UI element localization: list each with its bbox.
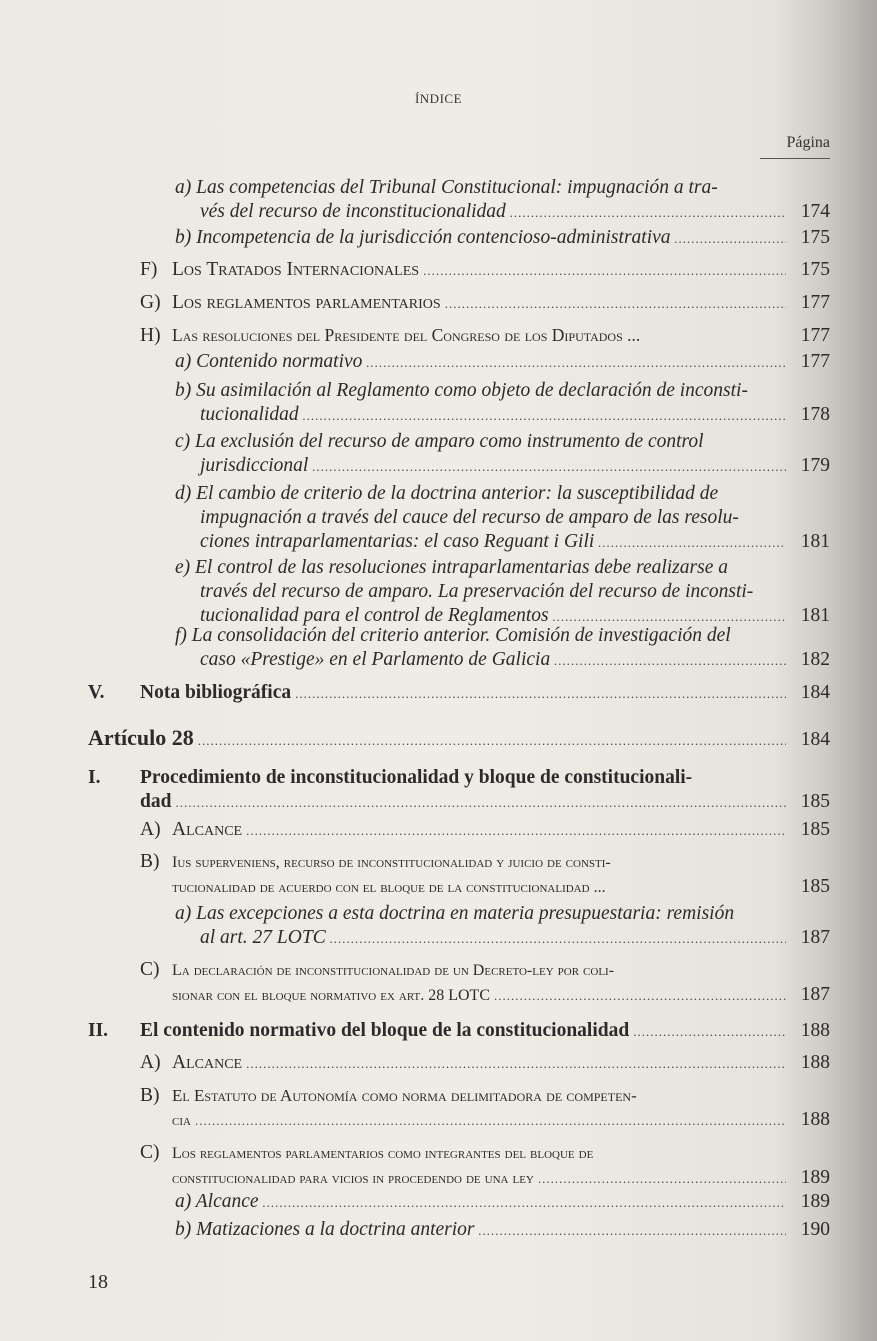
leader-dots — [263, 1191, 786, 1215]
page-number: 185 — [800, 819, 830, 840]
leader-dots — [175, 791, 786, 815]
toc-article[interactable]: Artículo 28 ..... 184 — [88, 726, 830, 753]
leader-dots — [295, 682, 786, 706]
toc-entry[interactable]: H) Las resoluciones del Presidente del Congreso de los Diputados ... 177 — [140, 325, 830, 346]
page-number: 188 — [800, 1052, 830, 1073]
toc-entry[interactable]: B) Ius superveniens, recurso de inconstitucionalidad y juicio de consti- tucionalidad de acuerdo con el bloque de la constitucionalidad ... 185 — [140, 851, 830, 897]
page-number: 188 — [800, 1109, 830, 1130]
leader-dots — [445, 292, 786, 316]
toc-entry[interactable]: C) Los reglamentos parlamentarios como integrantes del bloque de constitucionalidad para vicios in procedendo de una ley ..... 189 — [140, 1141, 830, 1191]
leader-dots — [510, 201, 786, 225]
leader-dots — [598, 531, 786, 555]
page-number: 175 — [800, 259, 830, 280]
page-number: 177 — [800, 351, 830, 372]
toc-entry[interactable]: b) Su asimilación al Reglamento como objeto de declaración de inconsti- tucionalidad ..... 178 — [175, 379, 830, 428]
toc-entry[interactable]: c) La exclusión del recurso de amparo como instrumento de control jurisdiccional ..... 179 — [175, 430, 830, 479]
leader-dots — [330, 927, 786, 951]
toc-section[interactable]: V. Nota bibliográfica ..... 184 — [88, 681, 830, 706]
leader-dots — [633, 1020, 786, 1044]
page-number: 177 — [800, 325, 830, 346]
page-number: 174 — [800, 201, 830, 222]
leader-dots — [246, 819, 786, 843]
toc-entry[interactable]: d) El cambio de criterio de la doctrina anterior: la susceptibilidad de impugnación a través del cauce del recurso de amparo de las resolu- ciones intraparlamentarias: el caso Reguant i Gili ..... 181 — [175, 482, 830, 555]
toc-section[interactable]: II. El contenido normativo del bloque de la constitucionalidad ..... 188 — [88, 1019, 830, 1044]
page-number: 189 — [800, 1167, 830, 1188]
leader-dots — [554, 649, 786, 673]
toc-entry[interactable]: G) Los reglamentos parlamentarios ..... 177 — [140, 291, 830, 316]
page-number-footer: 18 — [88, 1271, 108, 1293]
page-column-label: Página — [760, 134, 830, 159]
toc-entry[interactable]: a) Las competencias del Tribunal Constitucional: impugnación a tra- vés del recurso de inconstitucionalidad ..... 174 — [175, 176, 830, 225]
page-number: 179 — [800, 455, 830, 476]
page-number: 181 — [800, 605, 830, 626]
leader-dots — [675, 227, 786, 251]
leader-dots — [479, 1219, 786, 1243]
toc-entry[interactable]: a) Las excepciones a esta doctrina en materia presupuestaria: remisión al art. 27 LOTC ..... 187 — [175, 902, 830, 951]
page-number: 184 — [800, 682, 830, 703]
page-number: 187 — [800, 927, 830, 948]
page-number: 181 — [800, 531, 830, 552]
page-number: 190 — [800, 1219, 830, 1240]
toc-section[interactable]: I. Procedimiento de inconstitucionalidad y bloque de constitucionali- dad ..... 185 — [88, 766, 830, 815]
toc-entry[interactable]: b) Incompetencia de la jurisdicción contencioso-administrativa ..... 175 — [175, 226, 830, 251]
page-number: 189 — [800, 1191, 830, 1212]
toc-entry[interactable]: f) La consolidación del criterio anterior. Comisión de investigación del caso «Prestige» en el Parlamento de Galicia ..... 182 — [175, 624, 830, 673]
page-number: 178 — [800, 404, 830, 425]
page-number: 177 — [800, 292, 830, 313]
toc-entry[interactable]: F) Los Tratados Internacionales ..... 175 — [140, 258, 830, 283]
leader-dots — [195, 1109, 786, 1133]
toc-entry[interactable]: e) El control de las resoluciones intraparlamentarias debe realizarse a través del recurso de amparo. La preservación del recurso de inconsti- tucionalidad para el control de Reglamentos ..... 181 — [175, 556, 830, 629]
toc-entry[interactable]: a) Contenido normativo ..... 177 — [175, 350, 830, 375]
leader-dots — [246, 1052, 786, 1076]
page-number: 185 — [800, 791, 830, 812]
leader-dots — [538, 1167, 786, 1191]
page-number: 184 — [800, 729, 830, 750]
leader-dots — [494, 984, 786, 1008]
leader-dots — [366, 351, 786, 375]
page-number: 175 — [800, 227, 830, 248]
toc-entry[interactable]: C) La declaración de inconstitucionalidad de un Decreto-ley por coli- sionar con el bloque normativo ex art. 28 LOTC ..... 187 — [140, 958, 830, 1008]
page-header-title: ÍNDICE — [414, 91, 463, 106]
page-number: 188 — [800, 1020, 830, 1041]
leader-dots — [312, 455, 786, 479]
page-number: 182 — [800, 649, 830, 670]
toc-entry[interactable]: A) Alcance ..... 188 — [140, 1051, 830, 1076]
toc-entry[interactable]: A) Alcance ..... 185 — [140, 818, 830, 843]
leader-dots — [303, 404, 786, 428]
page-number: 185 — [800, 876, 830, 897]
toc-entry[interactable]: b) Matizaciones a la doctrina anterior ..... 190 — [175, 1218, 830, 1243]
leader-dots — [198, 729, 786, 753]
leader-dots — [423, 259, 786, 283]
toc-entry[interactable]: B) El Estatuto de Autonomía como norma delimitadora de competen- cia ..... 188 — [140, 1084, 830, 1133]
toc-entry[interactable]: a) Alcance ..... 189 — [175, 1190, 830, 1215]
page-number: 187 — [800, 984, 830, 1005]
